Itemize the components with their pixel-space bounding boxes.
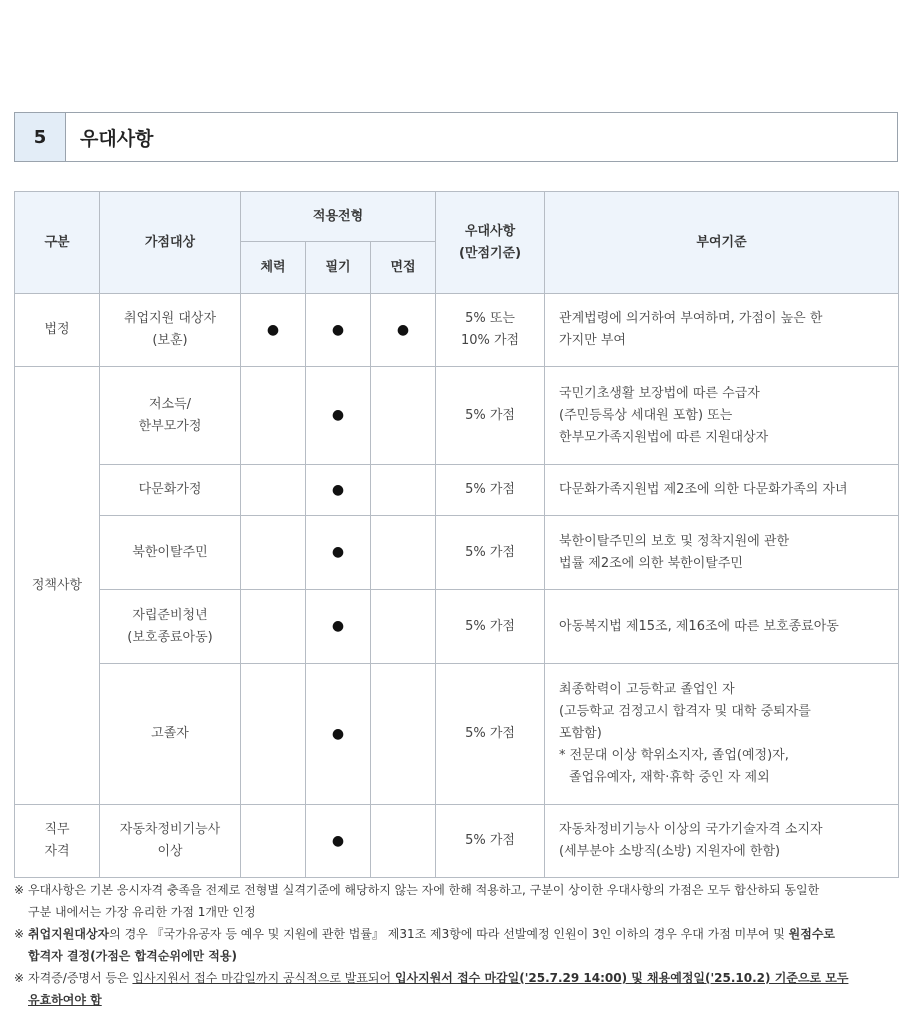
- header-stages: 적용전형: [241, 192, 436, 242]
- criteria-cell: 아동복지법 제15조, 제16조에 따른 보호종료아동: [545, 590, 899, 664]
- header-points-line1: 우대사항: [464, 223, 516, 239]
- criteria-line: (고등학교 검정고시 합격자 및 대학 중퇴자를: [559, 704, 811, 719]
- points-cell: 5% 가점: [436, 664, 545, 805]
- stage-written-cell: [306, 590, 371, 664]
- stage-fitness-cell: [241, 664, 306, 805]
- stage-interview-cell: [371, 465, 436, 516]
- points-cell: [436, 294, 545, 367]
- criteria-cell: [545, 516, 899, 590]
- note-line: 유효하여야 함: [28, 993, 102, 1007]
- stage-written-cell: [306, 367, 371, 465]
- target-line: 저소득/: [148, 396, 192, 412]
- header-points: [436, 192, 545, 294]
- group-legal: 법정: [15, 294, 100, 367]
- criteria-cell: [545, 664, 899, 805]
- target-cell: [100, 805, 241, 878]
- table-row: [15, 590, 899, 664]
- header-points-line2: (만점기준): [458, 245, 522, 261]
- header-stage-fitness: 체력: [241, 242, 306, 294]
- points-line: 5% 또는: [465, 311, 515, 326]
- table-row: [15, 465, 899, 516]
- table-row: [15, 664, 899, 805]
- applied-dot-icon: ●: [331, 725, 345, 742]
- stage-interview-cell: [371, 805, 436, 878]
- applied-dot-icon: ●: [331, 544, 345, 560]
- section-header: [14, 112, 898, 162]
- criteria-line: 졸업유예자, 재학·휴학 중인 자 제외: [569, 770, 770, 785]
- points-cell: 5% 가점: [436, 516, 545, 590]
- applied-dot-icon: ●: [266, 321, 280, 338]
- notes: [14, 879, 898, 1011]
- stage-written-cell: [306, 516, 371, 590]
- note-underline: 입사지원서 접수 마감일까지 공식적으로 발표되어: [132, 971, 395, 985]
- stage-interview-cell: [371, 590, 436, 664]
- section-title: 우대사항: [80, 127, 154, 150]
- note-item: [14, 967, 898, 1011]
- reference-mark-icon: ※: [14, 971, 25, 985]
- applied-dot-icon: ●: [331, 832, 345, 849]
- applied-dot-icon: ●: [331, 618, 345, 634]
- target-line: 자립준비청년: [132, 607, 208, 623]
- table-row: [15, 805, 899, 878]
- section-number: 5: [15, 113, 66, 161]
- criteria-cell: [545, 367, 899, 465]
- criteria-line: 북한이탈주민의 보호 및 정착지원에 관한: [559, 533, 790, 549]
- target-line: 이상: [157, 844, 183, 859]
- group-job-line1: 직무: [44, 822, 70, 837]
- criteria-line: 관계법령에 의거하여 부여하며, 가점이 높은 한: [559, 311, 823, 326]
- stage-fitness-cell: [241, 294, 306, 367]
- note-bold: 취업지원대상자: [28, 927, 110, 941]
- applied-dot-icon: ●: [396, 321, 410, 338]
- criteria-line: 포함함): [559, 726, 602, 741]
- header-stage-written: 필기: [306, 242, 371, 294]
- criteria-line: (주민등록상 세대원 포함) 또는: [559, 407, 733, 423]
- stage-fitness-cell: [241, 465, 306, 516]
- points-cell: 5% 가점: [436, 367, 545, 465]
- stage-fitness-cell: [241, 516, 306, 590]
- stage-written-cell: [306, 664, 371, 805]
- target-cell: [100, 294, 241, 367]
- applied-dot-icon: ●: [331, 407, 345, 423]
- criteria-cell: 다문화가족지원법 제2조에 의한 다문화가족의 자녀: [545, 465, 899, 516]
- applied-dot-icon: ●: [331, 481, 345, 498]
- group-policy: 정책사항: [15, 367, 100, 805]
- criteria-line: 법률 제2조에 의한 북한이탈주민: [559, 555, 743, 571]
- stage-interview-cell: [371, 516, 436, 590]
- table-row: [15, 294, 899, 367]
- criteria-cell: [545, 805, 899, 878]
- target-line: 자동차정비기능사: [119, 822, 221, 837]
- note-underline-bold: 입사지원서 접수 마감일('25.7.29 14:00) 및 채용예정일('25.10.2) 기준으로 모두: [394, 971, 849, 985]
- header-stage-interview: 면접: [371, 242, 436, 294]
- points-cell: 5% 가점: [436, 465, 545, 516]
- note-line: 우대사항은 기본 응시자격 충족을 전제로 전형별 실격기준에 해당하지 않는 자에 한해 적용하고, 구분이 상이한 우대사항의 가점은 모두 합산하되 동일한: [28, 883, 820, 897]
- stage-written-cell: [306, 805, 371, 878]
- note-span: 자격증/증명서 등은: [28, 971, 133, 985]
- note-text: [28, 879, 819, 923]
- note-line: [28, 923, 835, 945]
- note-text: [28, 923, 835, 967]
- points-cell: 5% 가점: [436, 590, 545, 664]
- stage-written-cell: [306, 294, 371, 367]
- stage-interview-cell: [371, 294, 436, 367]
- note-text: [28, 967, 848, 1011]
- target-cell: [100, 590, 241, 664]
- note-span: 의 경우 『국가유공자 등 예우 및 지원에 관한 법률』 제31조 제3항에 따라 선발예정 인원이 3인 이하의 경우 우대 가점 미부여 및: [109, 927, 789, 941]
- stage-interview-cell: [371, 664, 436, 805]
- stage-interview-cell: [371, 367, 436, 465]
- stage-fitness-cell: [241, 805, 306, 878]
- criteria-line: 한부모가족지원법에 따른 지원대상자: [559, 429, 769, 445]
- stage-fitness-cell: [241, 367, 306, 465]
- criteria-line: 자동차정비기능사 이상의 국가기술자격 소지자: [559, 822, 823, 837]
- criteria-line: * 전문대 이상 학위소지자, 졸업(예정)자,: [559, 748, 789, 763]
- target-cell: 다문화가정: [100, 465, 241, 516]
- note-item: [14, 923, 898, 967]
- target-cell: 북한이탈주민: [100, 516, 241, 590]
- note-line: 구분 내에서는 가장 유리한 가점 1개만 인정: [28, 905, 256, 919]
- target-line: 취업지원 대상자: [123, 311, 217, 326]
- criteria-line: 가지만 부여: [559, 333, 626, 348]
- target-line: (보훈): [152, 333, 188, 348]
- target-line: 한부모가정: [138, 418, 202, 434]
- group-job-line2: 자격: [44, 844, 70, 859]
- stage-fitness-cell: [241, 590, 306, 664]
- header-target: 가점대상: [100, 192, 241, 294]
- preference-table: [14, 191, 899, 878]
- note-line: 합격자 결정(가점은 합격순위에만 적용): [28, 949, 237, 963]
- note-item: [14, 879, 898, 923]
- points-line: 10% 가점: [460, 333, 520, 348]
- target-cell: [100, 367, 241, 465]
- target-line: (보호종료아동): [127, 629, 213, 645]
- reference-mark-icon: ※: [14, 883, 25, 897]
- stage-written-cell: [306, 465, 371, 516]
- table-row: [15, 516, 899, 590]
- criteria-line: (세부분야 소방직(소방) 지원자에 한함): [559, 844, 781, 859]
- target-cell: 고졸자: [100, 664, 241, 805]
- points-cell: 5% 가점: [436, 805, 545, 878]
- criteria-line: 국민기초생활 보장법에 따른 수급자: [559, 385, 760, 401]
- note-bold: 원점수로: [788, 927, 836, 941]
- table-row: [15, 367, 899, 465]
- criteria-cell: [545, 294, 899, 367]
- reference-mark-icon: ※: [14, 927, 25, 941]
- criteria-line: 최종학력이 고등학교 졸업인 자: [559, 682, 735, 697]
- applied-dot-icon: ●: [331, 321, 345, 338]
- group-job: [15, 805, 100, 878]
- note-line: [28, 967, 848, 989]
- header-category: 구분: [15, 192, 100, 294]
- header-criteria: 부여기준: [545, 192, 899, 294]
